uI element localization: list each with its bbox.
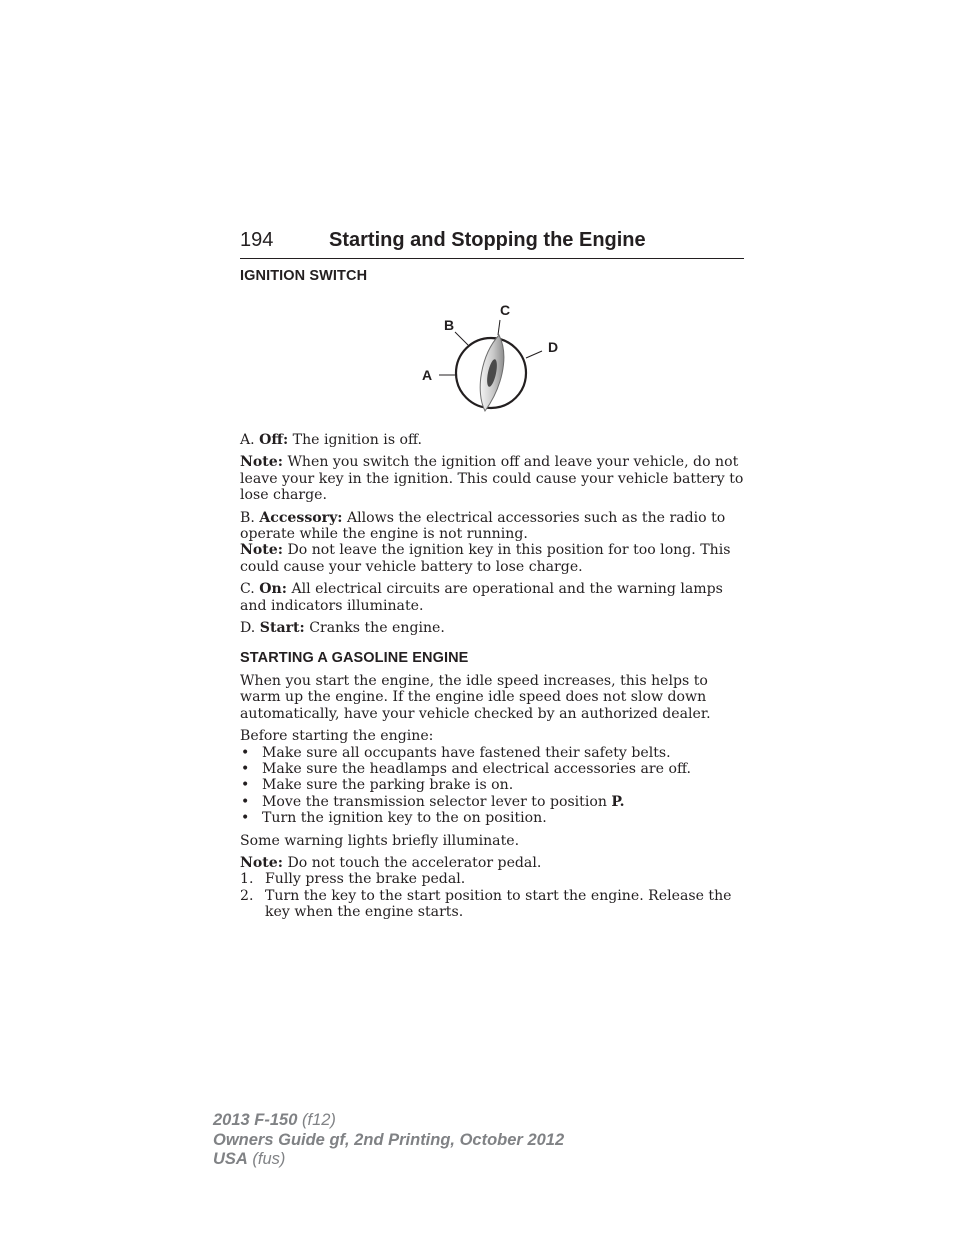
note-3-term: Note: [240,855,283,872]
gasoline-engine-body [240,673,746,921]
item-b-term: Accessory: [259,509,343,526]
bullet-text: Move the transmission selector lever to position [262,793,612,810]
item-c-term: On: [259,581,287,598]
note-3-text: Do not touch the accelerator pedal. [282,855,542,872]
footer-market-code: (fus) [247,1150,286,1168]
callout-line-c [498,320,500,335]
footer-line-3 [213,1150,564,1170]
bullet-text: Turn the ignition key to the on position. [262,810,547,827]
footer-model: 2013 F-150 [213,1111,298,1129]
footer-line-2 [213,1131,564,1151]
bullet-bold-text: P. [611,793,625,810]
callout-line-b [455,332,468,345]
bullet-text: Make sure all occupants have fastened their safety belts. [262,744,671,761]
page-footer [213,1111,564,1170]
page-number: 194 [240,229,274,251]
note-accelerator [240,855,746,871]
footer-line-1 [213,1111,564,1131]
bullet-text: Make sure the parking brake is on. [262,777,514,794]
step-text: Turn the key to the start position to start the engine. Release the key when the engine starts. [265,887,732,921]
callout-line-d [526,351,542,358]
warning-lights-text: Some warning lights briefly illuminate. [240,832,520,849]
gasoline-intro: When you start the engine, the idle speed increases, this helps to warm up the engine. If the engine idle speed does not slow down automatically, have your vehicle checked by an authorized dealer. [240,673,711,722]
ignition-switch-body [240,432,746,636]
note-1-text: When you switch the ignition off and leave your vehicle, do not leave your key in the ignition. This could cause your vehicle battery to lose charge. [240,454,744,504]
item-b-text: Allows the electrical accessories such as the radio to operate while the engine is not running. [240,509,726,543]
note-accessory-position [240,542,746,575]
chapter-title: Starting and Stopping the Engine [329,229,646,251]
note-2-term: Note: [240,542,283,559]
item-c-text: All electrical circuits are operational and the warning lamps and indicators illuminate. [240,581,723,614]
diagram-label-a: A [422,367,433,383]
item-a-text: The ignition is off. [288,432,423,448]
list-item [240,871,746,887]
pre-start-checklist [240,745,746,827]
item-d-prefix: D. [240,620,260,637]
item-d-term: Start: [259,620,305,637]
item-c-prefix: C. [240,581,260,598]
bullet-text: Make sure the headlamps and electrical accessories are off. [262,761,691,778]
note-battery-charge [240,454,746,503]
item-a-term: Off: [259,432,289,448]
diagram-label-d: D [548,339,559,355]
note-2-text: Do not leave the ignition key in this position for too long. This could cause your vehicle battery to lose charge. [240,542,731,575]
item-b-accessory [240,510,746,543]
diagram-label-b: B [444,317,455,333]
footer-market: USA [213,1150,248,1168]
ignition-switch-heading: IGNITION SWITCH [240,268,368,284]
ignition-switch-diagram [415,297,565,417]
list-item [240,810,746,826]
footer-printing: Owners Guide gf, 2nd Printing, October 2012 [213,1130,565,1149]
note-1-term: Note: [240,454,283,471]
item-a-prefix: A. [240,432,260,448]
step-number: 2. [240,887,254,904]
list-item [240,761,746,777]
list-item [240,745,746,761]
gasoline-engine-heading: STARTING A GASOLINE ENGINE [240,650,469,666]
page-header [240,228,744,259]
diagram-label-c: C [500,302,511,318]
start-steps [240,871,746,920]
item-d-start [240,620,746,636]
before-starting: Before starting the engine: [240,728,434,745]
item-d-text: Cranks the engine. [304,620,445,637]
item-b-prefix: B. [240,509,260,526]
list-item [240,794,746,810]
step-text: Fully press the brake pedal. [265,871,466,888]
footer-model-code: (f12) [297,1111,336,1129]
item-c-on [240,581,746,614]
item-a-off [240,432,746,448]
list-item [240,888,746,921]
list-item [240,777,746,793]
step-number: 1. [240,871,254,888]
